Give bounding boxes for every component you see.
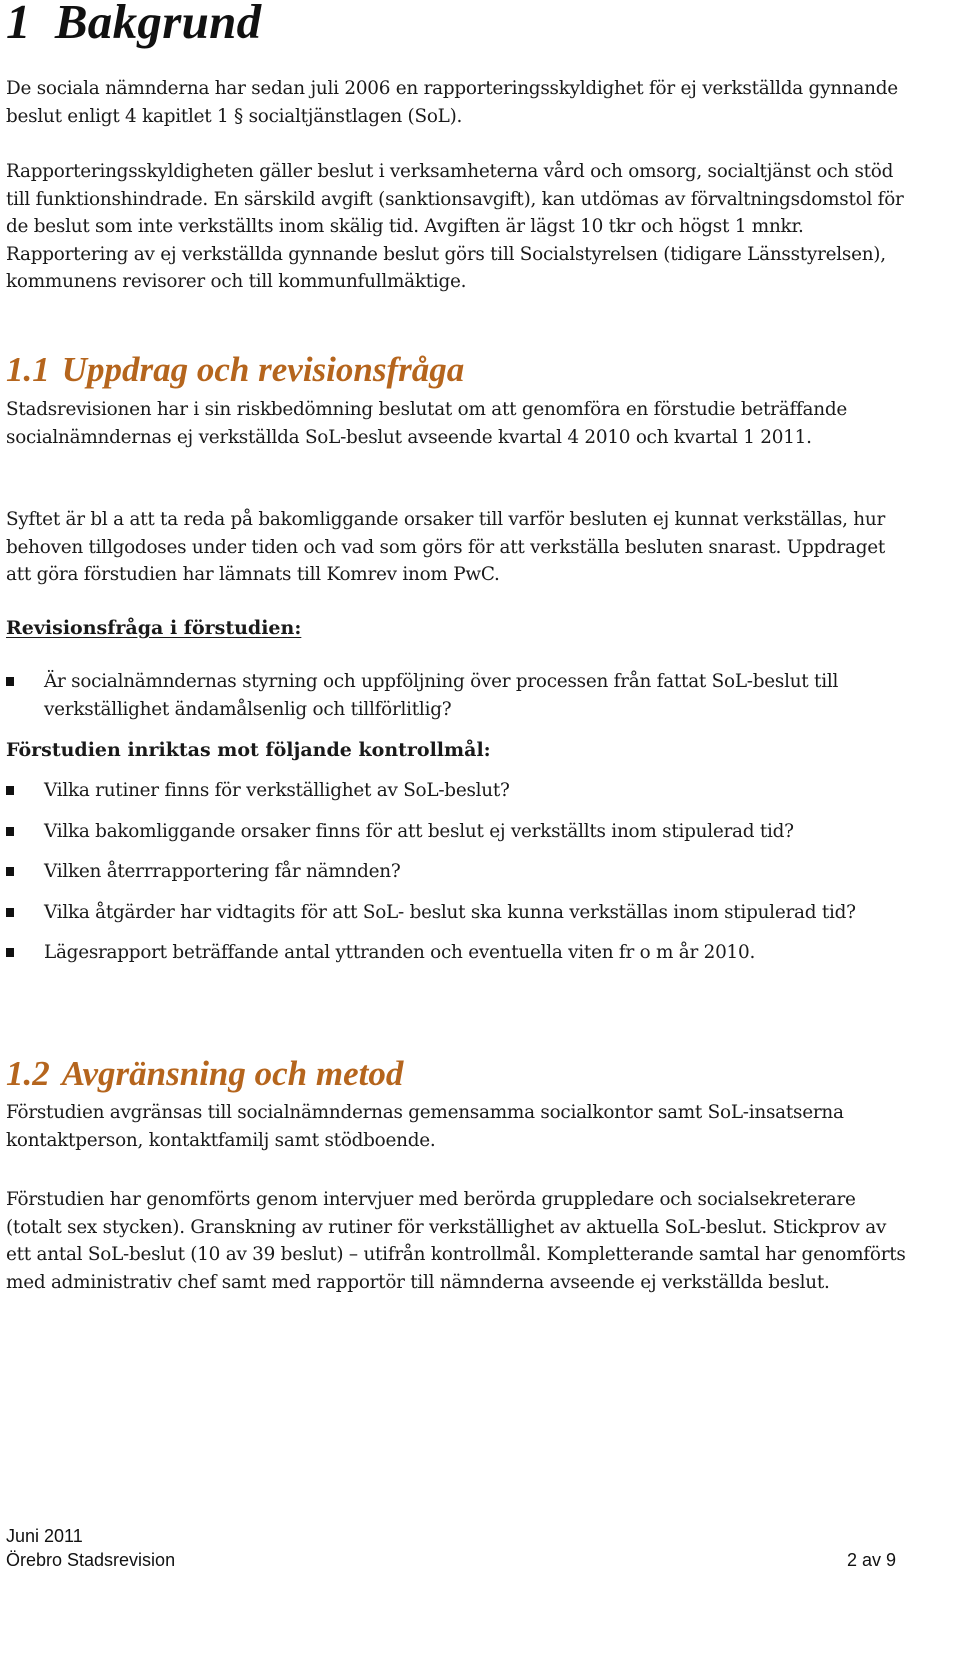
- list-item: [6, 818, 886, 846]
- section-heading-1-2: [6, 1054, 403, 1094]
- footer-organization: Örebro Stadsrevision: [6, 1550, 176, 1570]
- section-number: 1.1: [6, 350, 50, 389]
- square-bullet-icon: [6, 677, 14, 686]
- page-footer: [6, 1525, 896, 1547]
- section-1-1-paragraph-2: Syftet är bl a att ta reda på bakomliggande orsaker till varför besluten ej kunnat verkställas, hur behoven tillgodoses under tiden och vad som görs för att verkställa besluten snarast. Uppdraget att göra förstudien har lämnats till Komrev inom PwC.: [6, 509, 886, 586]
- square-bullet-icon: [6, 908, 14, 917]
- footer-page-number: 2 av 9: [846, 1550, 896, 1570]
- list-item: [6, 668, 886, 723]
- square-bullet-icon: [6, 786, 14, 795]
- list-item-text: Vilken återrrapportering får nämnden?: [44, 861, 401, 883]
- revisionsfraga-heading: Revisionsfråga i förstudien:: [6, 617, 302, 639]
- square-bullet-icon: [6, 867, 14, 876]
- section-title: Avgränsning och metod: [61, 1054, 404, 1093]
- section-heading-1-1: [6, 350, 464, 390]
- kontrollmal-heading: Förstudien inriktas mot följande kontrollmål:: [6, 739, 491, 761]
- footer-date: Juni 2011: [6, 1526, 83, 1546]
- section-title: Uppdrag och revisionsfråga: [61, 350, 465, 389]
- list-item: [6, 858, 886, 886]
- section-1-2-paragraph-2: Förstudien har genomförts genom intervjuer med berörda gruppledare och socialsekreterare (totalt sex stycken). Granskning av rutiner för verkställighet av aktuella SoL-beslut. Stickprov av ett antal SoL-beslut (10 av 39 beslut) – utifrån kontrollmål. Kompletterande samtal har genomförts med administrativ chef samt med rapportör till nämnderna avseende ej verkställda beslut.: [6, 1189, 906, 1293]
- revisionsfraga-list: [6, 668, 886, 736]
- chapter-number: 1: [6, 0, 31, 49]
- list-item: [6, 899, 886, 927]
- section-1-1-paragraph-1: Stadsrevisionen har i sin riskbedömning beslutat om att genomföra en förstudie beträffande socialnämndernas ej verkställda SoL-beslut avseende kvartal 4 2010 och kvartal 1 2011.: [6, 399, 848, 448]
- intro-paragraph-2: Rapporteringsskyldigheten gäller beslut i verksamheterna vård och omsorg, socialtjänst och stöd till funktionshindrade. En särskild avgift (sanktionsavgift), kan utdömas av förvaltningsdomstol för de beslut som inte verkställts inom skälig tid. Avgiften är lägst 10 tkr och högst 1 mnkr. Rapportering av ej verkställda gynnande beslut görs till Socialstyrelsen (tidigare Länsstyrelsen), kommunens revisorer och till kommunfullmäktige.: [6, 161, 904, 293]
- chapter-title: Bakgrund: [54, 0, 262, 49]
- intro-paragraph-1: De sociala nämnderna har sedan juli 2006 en rapporteringsskyldighet för ej verkställda gynnande beslut enligt 4 kapitlet 1 § socialtjänstlagen (SoL).: [6, 78, 898, 127]
- square-bullet-icon: [6, 948, 14, 957]
- list-item-text: Vilka bakomliggande orsaker finns för att beslut ej verkställts inom stipulerad tid?: [44, 820, 794, 842]
- chapter-heading: [6, 0, 261, 48]
- list-item-text: Vilka åtgärder har vidtagits för att SoL- beslut ska kunna verkställas inom stipulerad tid?: [44, 901, 856, 923]
- kontrollmal-list: [6, 777, 886, 980]
- square-bullet-icon: [6, 827, 14, 836]
- page-footer-bottom: [6, 1549, 896, 1571]
- list-item-text: Lägesrapport beträffande antal yttranden och eventuella viten fr o m år 2010.: [44, 942, 756, 964]
- section-1-2-paragraph-1: Förstudien avgränsas till socialnämndernas gemensamma socialkontor samt SoL-insatserna kontaktperson, kontaktfamilj samt stödboende.: [6, 1102, 844, 1151]
- section-number: 1.2: [6, 1054, 50, 1093]
- list-item: [6, 777, 886, 805]
- list-item-text: Är socialnämndernas styrning och uppföljning över processen från fattat SoL-beslut till verkställighet ändamålsenlig och tillförlitlig?: [44, 671, 839, 720]
- list-item-text: Vilka rutiner finns för verkställighet av SoL-beslut?: [44, 780, 510, 801]
- list-item: [6, 939, 886, 967]
